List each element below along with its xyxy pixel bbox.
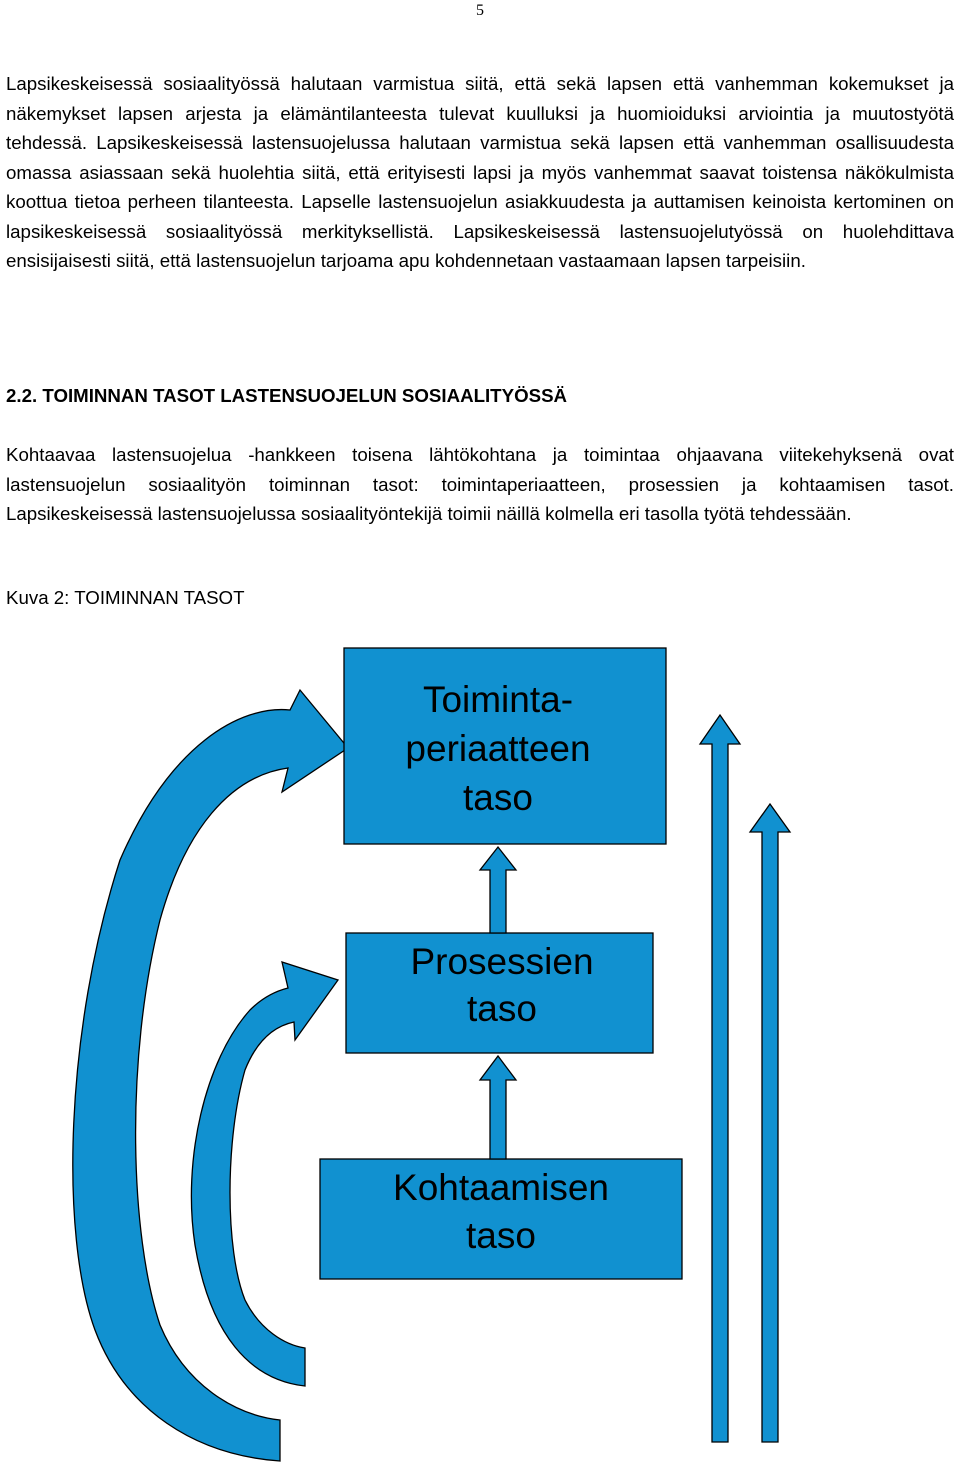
figure-caption: Kuva 2: TOIMINNAN TASOT [6, 587, 245, 608]
inner-curved-arrow [191, 962, 338, 1386]
right-arrow-short [700, 715, 740, 1442]
principle-level-label-line2: periaatteen [405, 728, 591, 769]
encounter-level-label-line2: taso [466, 1215, 536, 1256]
encounter-level-label-line1: Kohtaamisen [393, 1167, 609, 1208]
right-arrow-tall [750, 804, 790, 1442]
process-level-label-line1: Prosessien [410, 941, 594, 982]
page-number: 5 [476, 2, 484, 19]
paragraph-framework: Kohtaavaa lastensuojelua -hankkeen toisena lähtökohtana ja toimintaa ohjaavana viitekehyksenä ovat lastensuojelun sosiaalityön toiminnan tasot: toimintaperiaatteen, prosessien ja kohtaamisen tasot. Lapsikeskeisessä lastensuojelussa sosiaalityöntekijä toimii näillä kolmella eri tasolla työtä tehdessään. [6, 444, 954, 524]
principle-level-label-line1: Toiminta- [422, 679, 574, 720]
section-heading: 2.2. TOIMINNAN TASOT LASTENSUOJELUN SOSIAALITYÖSSÄ [6, 385, 568, 406]
outer-curved-arrow [73, 690, 348, 1461]
connector-arrow-upper [480, 847, 516, 933]
levels-diagram [0, 640, 960, 1463]
process-level-label-line2: taso [467, 988, 537, 1029]
paragraph-intro: Lapsikeskeisessä sosiaalityössä halutaan varmistua siitä, että sekä lapsen että vanhemman kokemukset ja näkemykset lapsen arjesta ja elämäntilanteesta tulevat kuulluksi ja huomioiduksi arviointia ja muutostyötä tehdessä. Lapsikeskeisessä lastensuojelussa halutaan varmistua sekä lapsen että vanhemman osallisuudesta omassa asiassaan sekä huolehtia siitä, että erityisesti lapsi ja myös vanhemmat saavat toistensa näkökulmista koottua tietoa perheen tilanteesta. Lapselle lastensuojelun asiakkuudesta ja auttamisen keinoista kertominen on lapsikeskeisessä sosiaalityössä merkityksellistä. Lapsikeskeisessä lastensuojelutyössä on huolehdittava ensisijaisesti siitä, että lastensuojelun tarjoama apu kohdennetaan vastaamaan lapsen tarpeisiin. [6, 73, 954, 271]
connector-arrow-lower [480, 1056, 516, 1159]
principle-level-label-line3: taso [463, 777, 533, 818]
